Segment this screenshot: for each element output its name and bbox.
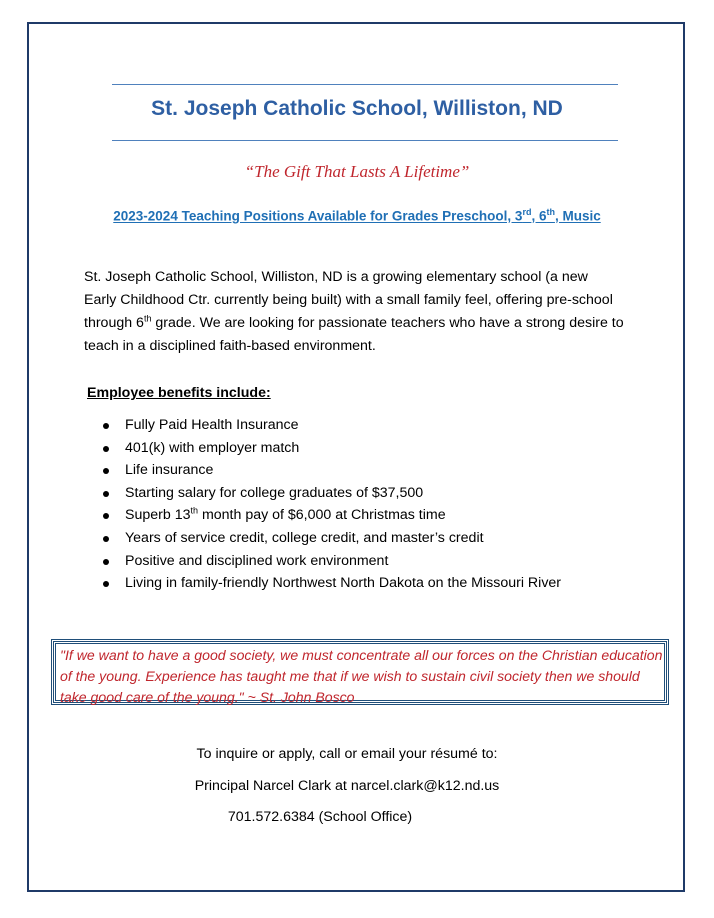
benefit-text: Living in family-friendly Northwest North Dakota on the Missouri River [125,575,562,592]
benefits-title: Employee benefits include: [87,385,271,401]
benefit-text-rest: month pay of $6,000 at Christmas time [198,507,446,524]
positions-suffix: , Music [554,208,601,224]
list-item [103,504,561,527]
benefit-text: Positive and disciplined work environment [125,552,389,569]
bullet-icon [103,536,109,542]
list-item [103,482,561,505]
positions-sup-th: th [546,207,555,217]
benefit-text: Superb 13 [125,507,191,524]
list-item [103,414,561,437]
bullet-icon [103,491,109,497]
positions-prefix: 2023-2024 Teaching Positions Available for Grades Preschool, 3 [113,208,523,224]
quote-text: "If we want to have a good society, we must concentrate all our forces on the Christian education of the young. Experience has taught me that if we wish to sustain civil society then we should take good care of the young." ~ St. John Bosco [60,647,663,705]
intro-part1: St. Joseph Catholic School, Williston, ND is a growing elementary school (a new Early Childhood Ctr. currently being built) with a small family feel, offering pre-school through 6 [84,269,613,331]
list-item [103,459,561,482]
benefits-list [103,414,561,595]
positions-heading [0,207,714,224]
school-title: St. Joseph Catholic School, Williston, ND [151,97,563,120]
bullet-icon [103,446,109,452]
list-item [103,437,561,460]
bullet-icon [103,513,109,519]
bullet-icon [103,559,109,565]
list-item [103,550,561,573]
benefit-text: Fully Paid Health Insurance [125,417,299,433]
contact-instructions: To inquire or apply, call or email your résumé to: [196,746,498,762]
benefit-text: Starting salary for college graduates of $37,500 [125,484,424,501]
bullet-icon [103,423,109,429]
contact-phone: 701.572.6384 (School Office) [227,809,413,825]
title-rule-bottom [112,140,618,141]
intro-part2: grade. We are looking for passionate teachers who have a strong desire to teach in a disciplined faith-based environment. [84,315,624,354]
bullet-icon [103,581,109,587]
bullet-icon [103,468,109,474]
benefit-sup: th [190,505,198,516]
positions-mid: , 6 [531,208,547,224]
title-rule-top [112,84,618,85]
intro-sup: th [143,313,152,324]
tagline: “The Gift That Lasts A Lifetime” [244,162,470,181]
benefit-text: Years of service credit, college credit, and master’s credit [125,529,484,546]
benefit-text: 401(k) with employer match [125,439,300,456]
list-item [103,572,561,595]
list-item [103,527,561,550]
intro-paragraph [84,266,624,358]
positions-sup-rd: rd [522,207,532,217]
contact-principal-email: Principal Narcel Clark at narcel.clark@k12.nd.us [194,778,500,794]
benefit-text: Life insurance [125,462,214,479]
